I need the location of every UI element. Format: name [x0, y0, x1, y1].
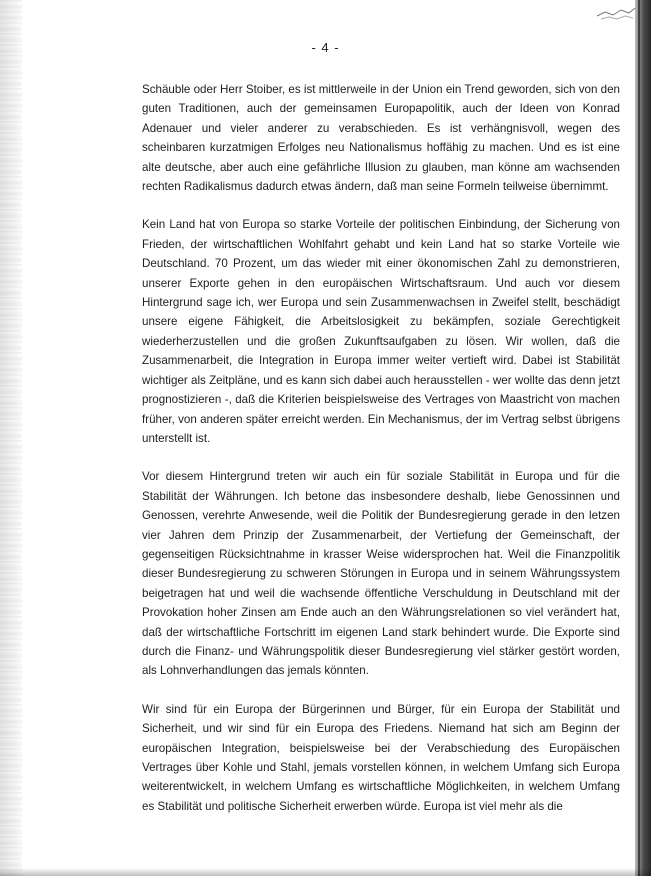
- paragraph-1: Schäuble oder Herr Stoiber, es ist mittlerweile in der Union ein Trend geworden, sich von den guten Traditionen, auch der gemeinsamen Europapolitik, auch der Ideen von Konrad Adenauer und vieler anderer zu verabschieden. Es ist verhängnisvoll, wegen des scheinbaren kurzatmigen Erfolges neu Nationalismus hoffähig zu machen. Und es ist eine alte deutsche, aber auch eine gefährliche Illusion zu glauben, man könne am wachsenden rechten Radikalismus dadurch etwas ändern, daß man seine Formeln teilweise übernimmt.: [142, 83, 620, 194]
- scan-border-bottom: [0, 868, 651, 876]
- paragraph-4: Wir sind für ein Europa der Bürgerinnen und Bürger, für ein Europa der Stabilität und Sicherheit, und wir sind für ein Europa des Friedens. Niemand hat sich am Beginn der europäischen Integration, beispielsweise bei der Verabschiedung des Europäischen Vertrages über Kohle und Stahl, jemals vorstellen können, in welchem Umfang sich Europa weiterentwickelt, in welchem Umfang es wirtschaftliche Möglichkeiten, in welchem Umfang es Stabilität und politische Sicherheit erwerben würde. Europa ist viel mehr als die: [142, 702, 620, 813]
- paragraph-3: Vor diesem Hintergrund treten wir auch ein für soziale Stabilität in Europa und für die Stabilität der Währungen. Ich betone das insbesondere deshalb, liebe Genossinnen und Genossen, verehrte Anwesende, weil die Politik der Bundesregierung gerade in den letzen vier Jahren dem Prinzip der Zusammenarbeit, der Vertiefung der Gemeinschaft, der gegenseitigen Rücksichtnahme in krasser Weise widersprochen hat. Weil die Finanzpolitik dieser Bundesregierung zu schweren Störungen in Europa und in seinem Währungssystem beigetragen hat und weil die wachsende öffentliche Verschuldung in Deutschland mit der Provokation hoher Zinsen am Ende auch an den Währungsrelationen so viel verändert hat, daß der wirtschaftliche Fortschritt im eigenen Land stark behindert wurde. Die Exporte sind durch die Finanz- und Währungspolitik dieser Bundesregierung viel stärker gestört worden, als Lohnverhandlungen das jemals könnten.: [142, 470, 620, 678]
- document-body: [142, 80, 620, 835]
- scan-border-right: [635, 0, 651, 876]
- page-number: - 4 -: [311, 40, 340, 55]
- scan-artifact-icon: [595, 4, 637, 22]
- paragraph-2: Kein Land hat von Europa so starke Vorteile der politischen Einbindung, der Sicherung von Frieden, der wirtschaftlichen Wohlfahrt gehabt und kein Land hat so starke Vorteile wie Deutschland. 70 Prozent, um das wieder mit einer ökonomischen Zahl zu demonstrieren, unserer Exporte gehen in den europäischen Wirtschaftsraum. Und auch vor diesem Hintergrund sage ich, wer Europa und sein Zusammenwachsen in Zweifel stellt, beschädigt unsere eigene Fähigkeit, die Arbeitslosigkeit zu bekämpfen, soziale Gerechtigkeit wiederherzustellen und die großen Zukunftsaufgaben zu lösen. Wir wollen, daß die Zusammenarbeit, die Integration in Europa immer weiter vertieft wird. Dabei ist Stabilität wichtiger als Zeitpläne, und es kann sich dabei auch herausstellen - wer wollte das denn jetzt prognostizieren -, daß die Kriterien beispielsweise des Vertrages von Maastricht von machen früher, von anderen später erreicht werden. Ein Mechanismus, der im Vertrag selbst übrigens unterstellt ist.: [142, 218, 620, 445]
- binding-shadow: [0, 0, 22, 876]
